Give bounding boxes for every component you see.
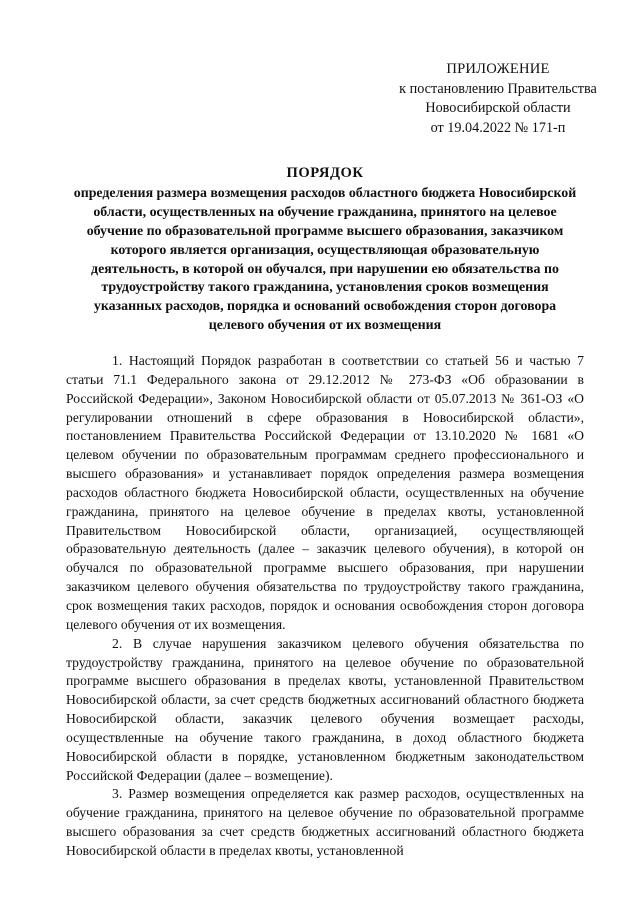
appendix-line: к постановлению Правительства bbox=[399, 80, 597, 97]
title-heading: ПОРЯДОК bbox=[286, 165, 364, 181]
appendix-block bbox=[388, 60, 608, 138]
document-body bbox=[66, 352, 584, 861]
title-text: определения размера возмещения расходов областного бюджета Новосибирской области, осуществленных на обучение гражданина, принятого на целевое обучение по образовательной программе высшего образования, заказчиком которого является организация, осуществляющая образовательную деятельность, в которой он обучался, при нарушении ею обязательства по трудоустройству такого гражданина, установления сроков возмещения указанных расходов, порядка и оснований освобождения сторон договора целевого обучения от их возмещения bbox=[73, 185, 577, 334]
paragraph: 1. Настоящий Порядок разработан в соответствии со статьей 56 и частью 7 статьи 71.1 Федерального закона от 29.12.2012 № 273-ФЗ «Об образовании в Российской Федерации», Законом Новосибирской области от 05.07.2013 № 361-ОЗ «О регулировании отношений в сфере образования в Новосибирской области», постановлением Правительства Российской Федерации от 13.10.2020 № 1681 «О целевом обучении по образовательным программам среднего профессионального и высшего образования» и устанавливает порядок определения размера возмещения расходов областного бюджета Новосибирской области, осуществленных на обучение гражданина, принятого на целевое обучение в пределах квоты, установленной Правительством Новосибирской области, организацией, осуществляющей образовательную деятельность (далее – заказчик целевого обучения), в которой он обучался по образовательной программе высшего образования, при нарушении заказчиком целевого обучения обязательства по трудоустройству такого гражданина, срок возмещения таких расходов, порядок и основания освобождения сторон договора целевого обучения от их возмещения. bbox=[66, 353, 584, 632]
document-title bbox=[66, 164, 584, 336]
paragraph: 3. Размер возмещения определяется как размер расходов, осуществленных на обучение гражданина, принятого на целевое обучение по образовательной программе высшего образования за счет средств бюджетных ассигнований областного бюджета Новосибирской области в пределах квоты, установленной bbox=[66, 786, 584, 858]
paragraph: 2. В случае нарушения заказчиком целевого обучения обязательства по трудоустройству гражданина, принятого на целевое обучение по образовательной программе высшего образования в пределах квоты, установленной Правительством Новосибирской области, за счет средств бюджетных ассигнований областного бюджета Новосибирской области, заказчик целевого обучения возмещает расходы, осуществленные на обучение такого гражданина, в доход областного бюджета Новосибирской области в порядке, установленном бюджетным законодательством Российской Федерации (далее – возмещение). bbox=[66, 635, 584, 783]
appendix-line: Новосибирской области bbox=[425, 100, 571, 116]
appendix-date-line: от 19.04.2022 № 171-п bbox=[430, 119, 566, 136]
appendix-heading: ПРИЛОЖЕНИЕ bbox=[446, 61, 550, 77]
